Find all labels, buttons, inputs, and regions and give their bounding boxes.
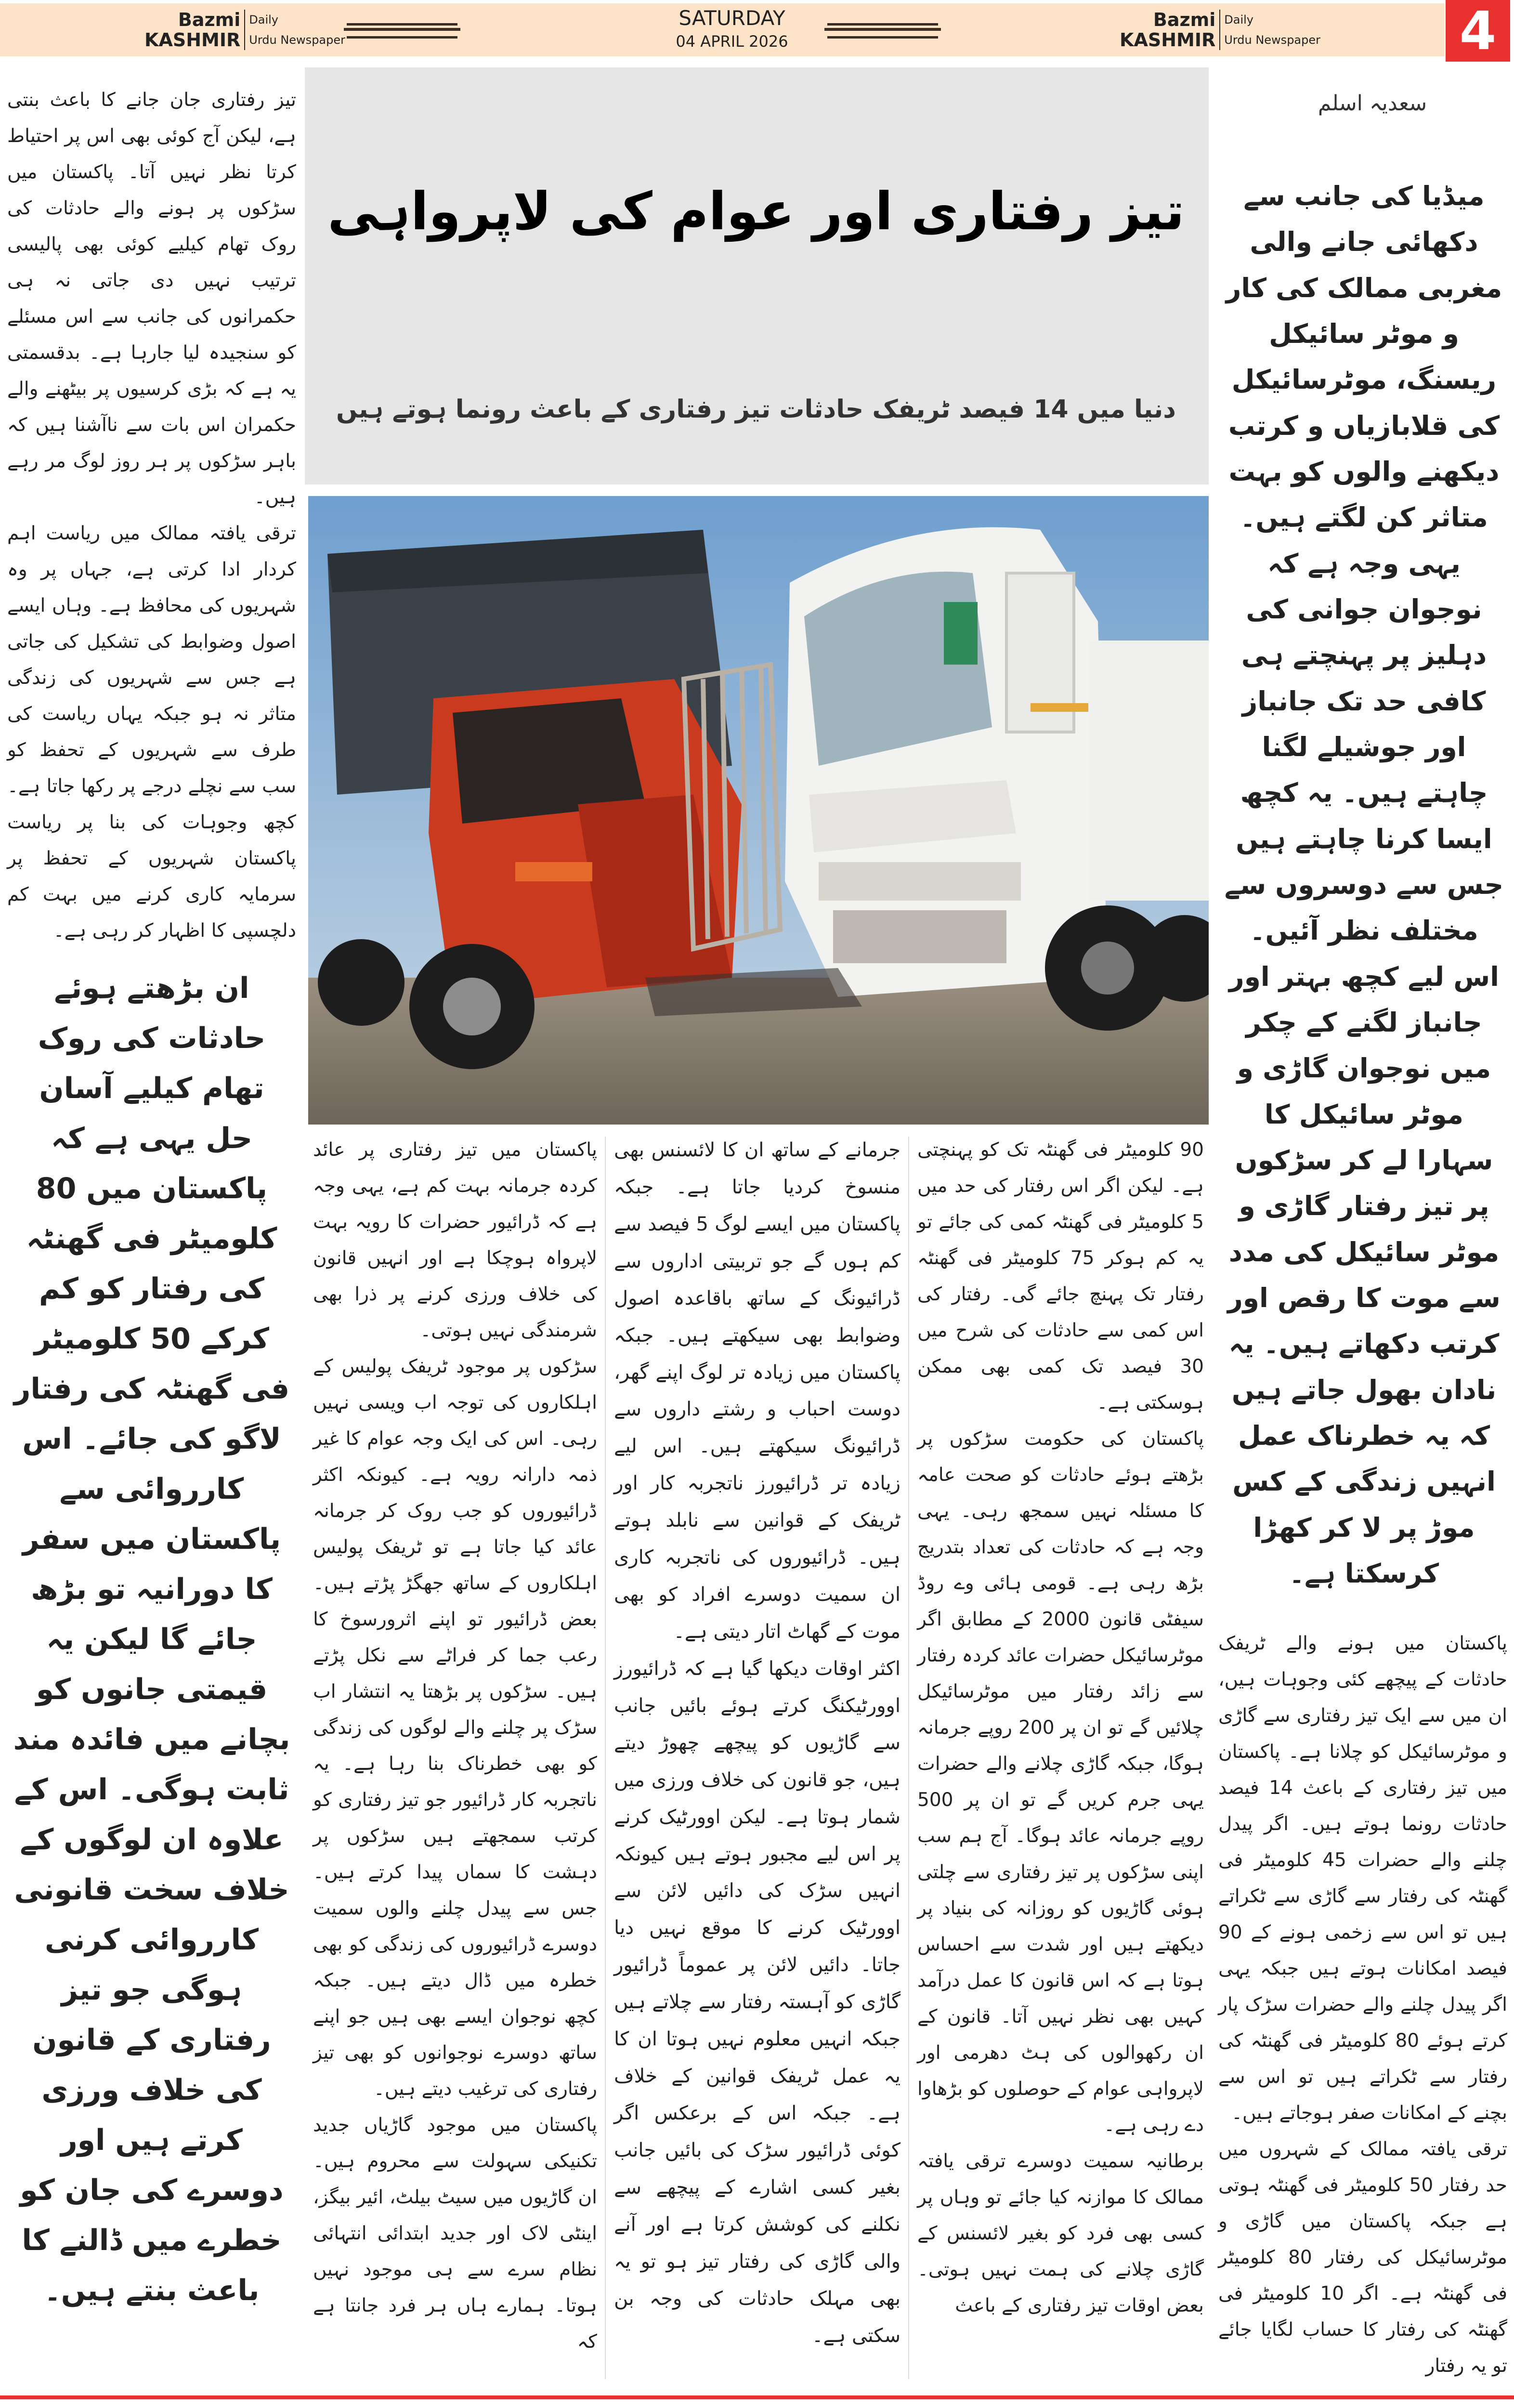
paragraph: برطانیہ سمیت دوسرے ترقی یافتہ ممالک کا موازنہ کیا جائے تو وہاں پر کسی بھی فرد کو بغیر لائسنس کے گاڑی چلانے کی ہمت نہیں ہوتی۔ بعض اوقات تیز رفتاری کے باعث xyxy=(917,2150,1204,2316)
column-divider xyxy=(908,1137,909,2379)
subheadline: دنیا میں 14 فیصد ٹریفک حادثات تیز رفتاری کے باعث رونما ہوتے ہیں xyxy=(336,395,1176,424)
paragraph: تیز رفتاری جان جانے کا باعث بنتی ہے، لیکن آج کوئی بھی اس پر احتیاط کرتا نظر نہیں آتا۔ پاکستان میں سڑکوں پر ہونے والے حادثات کی روک تھام کیلیے کوئی بھی پالیسی ترتیب نہیں دی جاتی نہ ہی حکمرانوں کی جانب سے اس مسئلے کو سنجیدہ لیا جارہا ہے۔ بدقسمتی یہ ہے کہ بڑی کرسیوں پر بیٹھنے والے حکمران اس بات سے ناآشنا ہیں کہ باہر سڑکوں پر ہر روز لوگ مر رہے ہیں۔ xyxy=(7,89,296,508)
paragraph: ان بڑھتے ہوئے حادثات کی روک تھام کیلیے آسان حل یہی ہے کہ پاکستان میں 80 کلومیٹر فی گھنٹہ کی رفتار کو کم کرکے 50 کلومیٹر فی گھنٹہ کی رفتار لاگو کی جائے۔ اس کارروائی سے پاکستان میں سفر کا دورانیہ تو بڑھ جائے گا لیکن یہ قیمتی جانوں کو بچانے میں فائدہ مند ثابت ہوگی۔ اس کے علاوہ ان لوگوں کے خلاف سخت قانونی کارروائی کرنی ہوگی جو تیز رفتاری کے قانون کی خلاف ورزی کرتے ہیں اور دوسرے کی جان کو خطرے میں ڈالنے کا باعث بنتے ہیں۔ xyxy=(13,971,290,2307)
pull-text-left xyxy=(12,963,291,2379)
logo-line1: Bazmi xyxy=(178,9,241,30)
article-column-right-bottom xyxy=(1218,1625,1507,2384)
byline: سعدیہ اسلم xyxy=(1318,91,1427,116)
paragraph: ترقی یافتہ ممالک کے شہروں میں حد رفتار 50 کلومیٹر فی گھنٹہ ہوتی ہے جبکہ پاکستان میں گاڑی و موٹرسائیکل کی رفتار 80 کلومیٹر فی گھنٹہ ہے۔ اگر 10 کلومیٹر فی گھنٹہ کی رفتار کا حساب لگایا جائے تو یہ رفتار xyxy=(1218,2138,1507,2377)
paragraph: ترقی یافتہ ممالک میں ریاست اہم کردار ادا کرتی ہے، جہاں پر وہ شہریوں کی محافظ ہے۔ وہاں ایسے اصول وضوابط کی تشکیل کی جاتی ہے جس سے شہریوں کی زندگی متاثر نہ ہو جبکہ یہاں ریاست کی طرف سے شہریوں کے تحفظ کو سب سے نچلے درجے پر رکھا جاتا ہے۔ کچھ وجوہات کی بنا پر ریاست پاکستان شہریوں کے تحفظ پر سرمایہ کاری کرنے میں بہت کم دلچسپی کا اظہار کر رہی ہے۔ xyxy=(7,523,296,942)
paragraph: میڈیا کی جانب سے دکھائی جانے والی مغربی ممالک کی کار و موٹر سائیکل ریسنگ، موٹرسائیکل کی قلابازیاں و کرتب دیکھنے والوں کو بہت متاثر کن لگتے ہیں۔ یہی وجہ ہے کہ نوجوان جوانی کی دہلیز پر پہنچتے ہی کافی حد تک جانباز اور جوشیلے لگنا چاہتے ہیں۔ یہ کچھ ایسا کرنا چاہتے ہیں جس سے دوسروں سے مختلف نظر آئیں۔ اس لیے کچھ بہتر اور جانباز لگنے کے چکر میں نوجوان گاڑی و موٹر سائیکل کا سہارا لے کر سڑکوں پر تیز رفتار گاڑی و موٹر سائیکل کی مدد سے موت کا رقص اور کرتب دکھاتے ہیں۔ یہ نادان بھول جاتے ہیں کہ یہ خطرناک عمل انہیں زندگی کے کس موڑ پر لا کر کھڑا کرسکتا ہے۔ xyxy=(1224,181,1504,1589)
masthead-logo-right xyxy=(1120,6,1320,54)
ornament-divider xyxy=(347,23,457,39)
column-divider xyxy=(605,1137,606,2379)
paragraph: پاکستان میں ہونے والے ٹریفک حادثات کے پیچھے کئی وجوہات ہیں، ان میں سے ایک تیز رفتاری سے گاڑی و موٹرسائیکل کو چلانا ہے۔ پاکستان میں تیز رفتاری کے باعث 14 فیصد حادثات رونما ہوتے ہیں۔ اگر پیدل چلنے والے حضرات 45 کلومیٹر فی گھنٹہ کی رفتار سے گاڑی سے ٹکراتے ہیں تو اس سے زخمی ہونے کے 90 فیصد امکانات ہوتے ہیں جبکہ یہی اگر پیدل چلنے والے حضرات سڑک پار کرتے ہوئے 80 کلومیٹر فی گھنٹہ کی رفتار سے ٹکراتے ہیں تو اس سے بچنے کے امکانات صفر ہوجاتے ہیں۔ xyxy=(1218,1633,1508,2124)
headline: تیز رفتاری اور عوام کی لاپرواہی xyxy=(327,182,1185,242)
paragraph: اکثر اوقات دیکھا گیا ہے کہ ڈرائیورز اوورٹیکنگ کرتے ہوئے بائیں جانب سے گاڑیوں کو پیچھے چھوڑ دیتے ہیں، جو قانون کی خلاف ورزی میں شمار ہوتا ہے۔ لیکن اوورٹیک کرنے پر اس لیے مجبور ہوتے ہیں کیونکہ انہیں سڑک کی دائیں لائن سے اوورٹیک کرنے کا موقع نہیں دیا جاتا۔ دائیں لائن پر عموماً ڈرائیور گاڑی کو آہستہ رفتار سے چلاتے ہیں جبکہ انہیں معلوم نہیں ہوتا ان کا یہ عمل ٹریفک قوانین کے خلاف ہے۔ جبکہ اس کے برعکس اگر کوئی ڈرائیور سڑک کی بائیں جانب بغیر کسی اشارے کے پیچھے سے نکلنے کی کوشش کرتا ہے اور آنے والی گاڑی کی رفتار تیز ہو تو یہ بھی مہلک حادثات کی وجہ بن سکتی ہے۔ xyxy=(614,1657,901,2347)
logo-line2: KASHMIR xyxy=(1120,29,1216,51)
logo-line1: Bazmi xyxy=(1153,9,1216,30)
paragraph: جرمانے کے ساتھ ان کا لائسنس بھی منسوخ کردیا جاتا ہے۔ جبکہ پاکستان میں ایسے لوگ 5 فیصد سے کم ہوں گے جو تربیتی اداروں سے ڈرائیونگ کے ساتھ باقاعدہ اصول وضوابط بھی سیکھتے ہیں۔ جبکہ پاکستان میں زیادہ تر لوگ اپنے گھر، دوست احباب و رشتے داروں سے ڈرائیونگ سیکھتے ہیں۔ اس لیے زیادہ تر ڈرائیورز ناتجربہ کار اور ٹریفک کے قوانین سے نابلد ہوتے ہیں۔ ڈرائیوروں کی ناتجربہ کاری ان سمیت دوسرے افراد کو بھی موت کے گھاٹ اتار دیتی ہے۔ xyxy=(614,1139,901,1643)
logo-tag2: Urdu Newspaper xyxy=(249,33,345,47)
paragraph: پاکستان کی حکومت سڑکوں پر بڑھتے ہوئے حادثات کو صحت عامہ کا مسئلہ نہیں سمجھ رہی۔ یہی وجہ ہے کہ حادثات کی تعداد بتدریج بڑھ رہی ہے۔ قومی ہائی وے روڈ سیفٹی قانون 2000 کے مطابق اگر موٹرسائیکل حضرات عائد کردہ رفتار سے زائد رفتار میں موٹرسائیکل چلائیں گے تو ان پر 200 روپے جرمانہ ہوگا، جبکہ گاڑی چلانے والے حضرات یہی جرم کریں گے تو ان پر 500 روپے جرمانہ عائد ہوگا۔ آج ہم سب اپنی سڑکوں پر تیز رفتاری سے چلتی ہوئی گاڑیوں کو روزانہ کی بنیاد پر دیکھتے ہیں اور شدت سے احساس ہوتا ہے کہ اس قانون کا عمل درآمد کہیں بھی نظر نہیں آتا۔ قانون کے ان رکھوالوں کی ہٹ دھرمی اور لاپرواہی عوام کے حوصلوں کو بڑھاوا دے رہی ہے۔ xyxy=(917,1428,1204,2136)
article-column-b xyxy=(614,1132,901,2384)
logo-tag1: Daily xyxy=(249,13,278,26)
paragraph: 90 کلومیٹر فی گھنٹہ تک کو پہنچتی ہے۔ لیکن اگر اس رفتار کی حد میں 5 کلومیٹر فی گھنٹہ کمی کی جائے تو یہ کم ہوکر 75 کلومیٹر فی گھنٹہ رفتار تک پہنچ جائے گی۔ رفتار کی اس کمی سے حادثات کی شرح میں 30 فیصد تک کمی بھی ممکن ہوسکتی ہے۔ xyxy=(917,1139,1204,1413)
day-label: SATURDAY xyxy=(679,6,785,30)
footer-rule xyxy=(0,2395,1514,2399)
article-column-c xyxy=(313,1132,597,2384)
logo-tag2: Urdu Newspaper xyxy=(1224,33,1320,47)
page-number: 4 xyxy=(1446,0,1510,62)
accident-photo xyxy=(308,496,1209,1125)
logo-tag1: Daily xyxy=(1224,13,1253,26)
logo-line2: KASHMIR xyxy=(144,29,241,51)
paragraph: سڑکوں پر موجود ٹریفک پولیس کے اہلکاروں کی توجہ اب ویسی نہیں رہی۔ اس کی ایک وجہ عوام کا غیر ذمہ دارانہ رویہ ہے۔ کیونکہ اکثر ڈرائیوروں کو جب روک کر جرمانہ عائد کیا جاتا ہے تو ٹریفک پولیس اہلکاروں کے ساتھ جھگڑ پڑتے ہیں۔ بعض ڈرائیور تو اپنے اثرورسوخ کا رعب جما کر فراٹے سے نکل پڑتے ہیں۔ سڑکوں پر بڑھتا یہ انتشار اب سڑک پر چلنے والے لوگوں کی زندگی کو بھی خطرناک بنا رہا ہے۔ یہ ناتجربہ کار ڈرائیور جو تیز رفتاری کو کرتب سمجھتے ہیں سڑکوں پر دہشت کا سماں پیدا کرتے ہیں۔ جس سے پیدل چلنے والوں سمیت دوسرے ڈرائیوروں کی زندگی کو بھی خطرہ میں ڈال دیتے ہیں۔ جبکہ کچھ نوجوان ایسے بھی ہیں جو اپنے ساتھ دوسرے نوجوانوں کو بھی تیز رفتاری کی ترغیب دیتے ہیں۔ xyxy=(313,1356,597,2100)
ornament-divider xyxy=(827,23,938,39)
article-column-left-top xyxy=(7,82,296,954)
intro-bold-text xyxy=(1223,173,1505,1618)
paragraph: پاکستان میں موجود گاڑیاں جدید تکنیکی سہولت سے محروم ہیں۔ ان گاڑیوں میں سیٹ بیلٹ، ائیر بیگز، اینٹی لاک اور جدید ابتدائی انتہائی نظام سرے سے ہی موجود نہیں ہوتا۔ ہمارے ہاں ہر فرد جانتا ہے کہ xyxy=(313,2114,597,2353)
paragraph: پاکستان میں تیز رفتاری پر عائد کردہ جرمانہ بہت کم ہے، یہی وجہ ہے کہ ڈرائیور حضرات کا رویہ بہت لاپرواہ ہوچکا ہے اور انہیں قانون کی خلاف ورزی کرنے پر ذرا بھی شرمندگی نہیں ہوتی۔ xyxy=(313,1139,597,1341)
masthead-date xyxy=(626,6,838,52)
date-label: 04 APRIL 2026 xyxy=(676,32,788,51)
masthead-logo-left xyxy=(144,6,345,54)
article-column-a xyxy=(917,1132,1204,2384)
